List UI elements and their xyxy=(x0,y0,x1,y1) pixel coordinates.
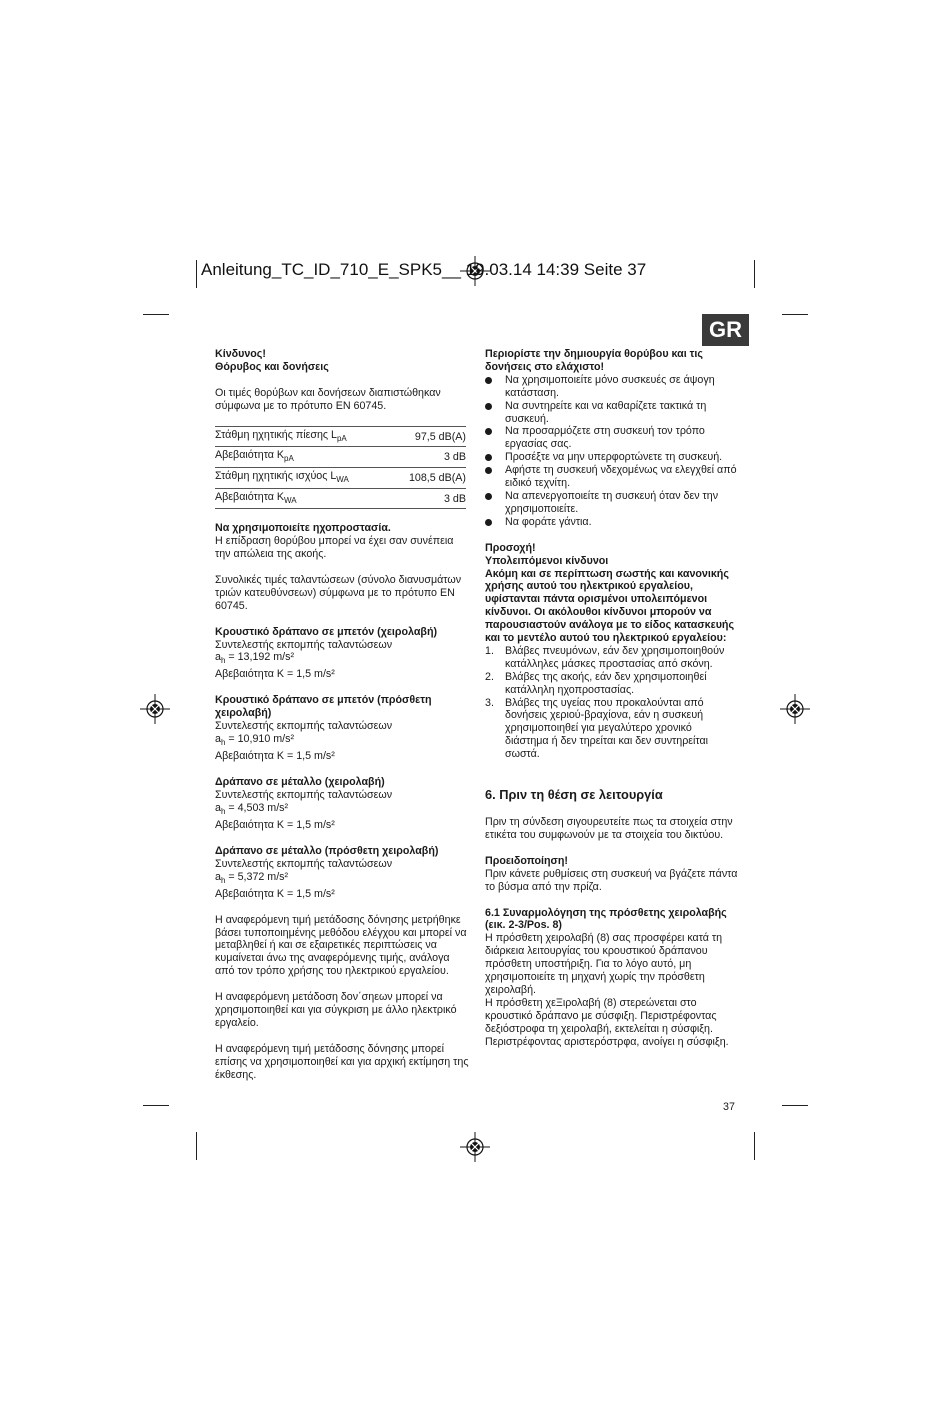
subsection-text: Η πρόσθετη χειρολαβή (8) σας προσφέρει κατά τη διάρκεια λειτουργίας του κρουστικού δράπανου πρόσθετη υποστήριξη. Για το λόγο αυτό, μη χρησιμοποιείτε τη μηχανή χωρίς την πρόσθετη χειρολαβή. xyxy=(485,932,723,996)
list-item: Να προσαρμόζετε στη συσκευή τον τρόπο εργασίας σας. xyxy=(485,425,738,451)
danger-title: Κίνδυνος! xyxy=(215,348,266,360)
residual-risks-title: Υπολειπόμενοι κίνδυνοι xyxy=(485,554,609,567)
registration-mark-icon xyxy=(780,694,810,724)
section-heading: 6. Πριν τη θέση σε λειτουργία xyxy=(485,787,663,803)
vibration-label: Συντελεστής εκπομπής ταλαντώσεων xyxy=(215,720,393,733)
vibration-label: Συντελεστής εκπομπής ταλαντώσεων xyxy=(215,638,393,651)
ear-protection-text: Η επίδραση θορύβου μπορεί να έχει σαν συνέπεια την απώλεια της ακοής. xyxy=(215,535,454,560)
crop-mark xyxy=(782,314,808,315)
vibration-uncertainty: Αβεβαιότητα K = 1,5 m/s² xyxy=(215,887,335,900)
danger-subtitle: Θόρυβος και δονήσεις xyxy=(215,360,329,373)
vibration-title: Κρουστικό δράπανο σε μπετόν (πρόσθετη χειρολαβή) xyxy=(215,694,432,720)
noise-specs-table xyxy=(215,426,466,510)
vibration-value: $a_h = 4,503$ m/s² xyxy=(215,801,289,817)
limit-noise-list xyxy=(485,374,738,529)
warning-text: Πριν κάνετε ρυθμίσεις στη συσκευή να βγάζετε πάντα το βύσμα από την πρίζα. xyxy=(485,867,738,893)
table-row xyxy=(215,426,466,447)
list-item: 1. Βλάβες πνευμόνων, εάν δεν χρησιμοποιηθούν κατάλληλες μάσκες προστασίας από σκόνη. xyxy=(485,644,725,670)
limit-noise-title: Περιορίστε την δημιουργία θορύβου και τις δονήσεις στο ελάχιστο! xyxy=(485,348,703,373)
residual-risks-text: Ακόμη και σε περίπτωση σωστής και κανονικής χρήσης αυτού του ηλεκτρικού εργαλείου, υφίστανται πάντα ορισμένοι υπολειπόμενοι κίνδυνοι. Οι ακόλουθοι κίνδυνοι μπορούν να παρουσιαστούν ανάλογα με το είδος κατασκευής και το μεντέλο αυτού του ηλεκτρικού εργαλείου: xyxy=(485,567,735,645)
table-row xyxy=(215,447,466,468)
paragraph: Η αναφερόμενη μετάδοση δον΄σηεων μπορεί να χρησιμοποιηθεί και για σύγκριση με άλλο ηλεκτρικό εργαλείο. xyxy=(215,991,457,1029)
spec-value: 3 dB xyxy=(391,447,466,468)
vibration-value: $a_h = 5,372$ m/s² xyxy=(215,870,289,885)
risks-list xyxy=(485,645,738,761)
crop-mark xyxy=(782,1105,808,1106)
language-badge: GR xyxy=(702,314,749,346)
spec-label: Αβεβαιότητα $K_{pA}$ xyxy=(215,447,391,468)
spec-label: Στάθμη ηχητικής ισχύος $L_{WA}$ xyxy=(215,467,391,488)
crop-mark xyxy=(143,1105,169,1106)
print-header: Anleitung_TC_ID_710_E_SPK5__ 19.03.14 14:39 Seite 37 xyxy=(201,260,647,279)
caution-title: Προσοχή! xyxy=(485,541,536,554)
left-column xyxy=(215,348,470,1095)
list-item: Αφήστε τη συσκευή νδεχομένως να ελεγχθεί από ειδικό τεχνίτη. xyxy=(485,464,738,490)
list-item: 3. Βλάβες της υγείας που προκαλούνται από δονήσεις χεριού-βραχίονα, εάν η συσκευή χρησιμοποιηθεί για μεγαλύτερο χρονικό διάστημα ή δεν τηρείται και δεν συντηρείται σωστά. xyxy=(485,696,709,761)
vibration-title: Δράπανο σε μέταλλο (πρόσθετη χειρολαβή) xyxy=(215,844,439,857)
vibration-title: Δράπανο σε μέταλλο (χειρολαβή) xyxy=(215,776,385,789)
list-item: Να φοράτε γάντια. xyxy=(485,516,738,529)
vibration-intro: Συνολικές τιμές ταλαντώσεων (σύνολο διανυσμάτων τριών κατευθύνσεων) σύμφωνα με το πρότυπο EN 60745. xyxy=(215,573,462,612)
list-item: Να χρησιμοποιείτε μόνο συσκευές σε άψογη κατάσταση. xyxy=(485,374,738,400)
ear-protection-block xyxy=(215,522,470,561)
page-number: 37 xyxy=(723,1101,735,1113)
paragraph: Η αναφερόμενη τιμή μετάδοσης δόνησης μπορεί επίσης να χρησιμοποιηθεί και για αρχική εκτίμηση της έκθεσης. xyxy=(215,1042,469,1081)
subsection-heading: 6.1 Συναρμολόγηση της πρόσθετης χειρολαβής (εικ. 2-3/Pos. 8) xyxy=(485,906,727,932)
crop-mark xyxy=(196,260,197,288)
ear-protection-title: Να χρησιμοποιείτε ηχοπροστασία. xyxy=(215,522,391,535)
spec-value: 108,5 dB(A) xyxy=(391,467,466,488)
crop-mark xyxy=(143,314,169,315)
spec-value: 3 dB xyxy=(391,488,466,509)
list-item: Να απενεργοποιείτε τη συσκευή όταν δεν την χρησιμοποιείτε. xyxy=(485,490,738,516)
vibration-block xyxy=(215,626,470,682)
section-text: Πριν τη σύνδεση σιγουρευτείτε πως τα στοιχεία στην ετικέτα του συμφωνούν με τα στοιχεία του δικτύου. xyxy=(485,816,733,841)
warning-title: Προειδοποίηση! xyxy=(485,854,568,867)
list-item: Να συντηρείτε και να καθαρίζετε τακτικά τη συσκευή. xyxy=(485,400,738,426)
paragraph: Η αναφερόμενη τιμή μετάδοσης δόνησης μετρήθηκε βάσει τυποποιημένης μεθόδου ελέγχου και μπορεί να μεταβληθεί ή και σε εξαιρετικές περιπτώσεις να κυμαίνεται άνω της αναφερόμενης τιμής, ανάλογα από τον τρόπο χρήσης του ηλεκτρικού εργαλείου. xyxy=(215,913,467,978)
crop-mark xyxy=(754,1132,755,1160)
vibration-block xyxy=(215,845,470,901)
table-row xyxy=(215,488,466,509)
registration-mark-icon xyxy=(460,1132,490,1162)
table-row xyxy=(215,467,466,488)
vibration-value: $a_h = 13,192$ m/s² xyxy=(215,651,295,666)
list-item: Προσέξτε να μην υπερφορτώνετε τη συσκευή. xyxy=(485,451,738,464)
crop-mark xyxy=(754,260,755,288)
vibration-label: Συντελεστής εκπομπής ταλαντώσεων xyxy=(215,857,393,870)
right-column xyxy=(485,348,738,1049)
vibration-uncertainty: Αβεβαιότητα K = 1,5 m/s² xyxy=(215,668,335,681)
list-item: 2. Βλάβες της ακοής, εάν δεν χρησιμοποιηθεί κατάλληλη ηχοπροστασίας. xyxy=(485,670,707,696)
spec-label: Στάθμη ηχητικής πίεσης $L_{pA}$ xyxy=(215,426,391,447)
crop-mark xyxy=(196,1132,197,1160)
vibration-block xyxy=(215,694,470,763)
danger-heading xyxy=(215,348,470,374)
subsection-text: Η πρόσθετη χεΞιρολαβή (8) στερεώνεται στο κρουστικό δράπανο με σύσφιξη. Περιστρέφοντας δεξιόστροφα τη χειρολαβή, εκτελείται η σύσφιξη. Περιστρέφοντας αριστερόστρφα, ανοίγει η σύσφιξη. xyxy=(485,996,729,1048)
vibration-block xyxy=(215,776,470,832)
vibration-uncertainty: Αβεβαιότητα K = 1,5 m/s² xyxy=(215,818,335,831)
vibration-uncertainty: Αβεβαιότητα K = 1,5 m/s² xyxy=(215,750,335,763)
spec-label: Αβεβαιότητα $K_{WA}$ xyxy=(215,488,391,509)
vibration-value: $a_h = 10,910$ m/s² xyxy=(215,733,295,748)
warning-block xyxy=(485,855,738,894)
vibration-label: Συντελεστής εκπομπής ταλαντώσεων xyxy=(215,788,393,801)
spec-value: 97,5 dB(A) xyxy=(391,426,466,447)
intro-text: Οι τιμές θορύβων και δονήσεων διαπιστώθηκαν σύμφωνα με το πρότυπο EN 60745. xyxy=(215,386,441,412)
registration-mark-icon xyxy=(140,694,170,724)
vibration-title: Κρουστικό δράπανο σε μπετόν (χειρολαβή) xyxy=(215,625,438,638)
